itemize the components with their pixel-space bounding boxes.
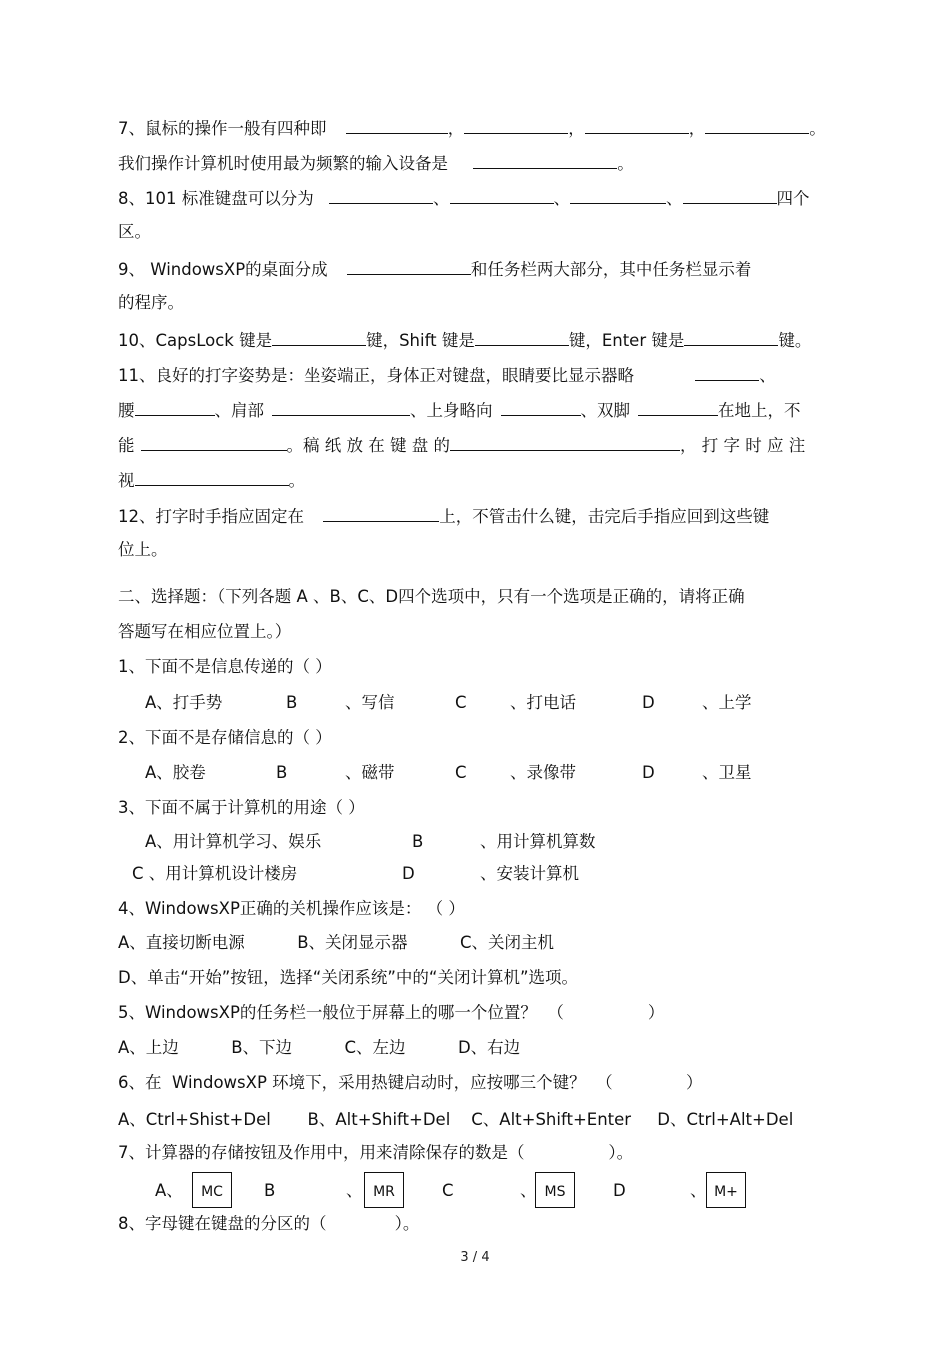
c5-options bbox=[118, 1036, 520, 1060]
q9-line2 bbox=[118, 291, 184, 315]
c1-q: 1、下面不是信息传递的（ ） bbox=[118, 657, 332, 676]
c3-option-d: D bbox=[402, 864, 415, 883]
c7-key-mc bbox=[192, 1172, 232, 1208]
section2-title bbox=[118, 585, 745, 609]
q8-text2: 区。 bbox=[118, 222, 151, 241]
page-number: 3 / 4 bbox=[460, 1250, 490, 1265]
end: 。 bbox=[617, 154, 634, 173]
q11-line4 bbox=[118, 467, 305, 493]
c6-opts: A、Ctrl+Shist+Del B、Alt+Shift+Del C、Alt+Shift+Enter D、Ctrl+Alt+Del bbox=[118, 1110, 794, 1129]
c2-option-d: D bbox=[642, 763, 655, 782]
c8-question bbox=[118, 1212, 419, 1236]
c7-option-d-sep: 、 bbox=[690, 1181, 707, 1200]
sep: ， bbox=[447, 119, 465, 138]
c1-option-c: C bbox=[455, 693, 467, 712]
blank bbox=[638, 397, 718, 416]
key-mplus: M+ bbox=[706, 1172, 746, 1208]
q11-paper: 。稿 纸 放 在 键 盘 的 bbox=[286, 436, 450, 455]
c1-option-b: B bbox=[286, 693, 298, 712]
q12-line2 bbox=[118, 538, 168, 562]
q9-text: 9、 WindowsXP的桌面分成 bbox=[118, 260, 328, 279]
c3-option-c: C 、用计算机设计楼房 bbox=[132, 864, 298, 883]
q11-line3 bbox=[118, 432, 805, 458]
sep: 、 bbox=[666, 189, 683, 208]
c7-question bbox=[118, 1141, 633, 1165]
c7-option-b: B bbox=[264, 1181, 276, 1200]
q10-c: 键，Enter 键是 bbox=[568, 331, 685, 350]
sep: ， bbox=[568, 119, 585, 138]
c4-option-d bbox=[118, 966, 578, 990]
c1-option-d-text: 、上学 bbox=[702, 693, 752, 712]
blank bbox=[135, 397, 215, 416]
c7-q: 7、计算器的存储按钮及作用中，用来清除保存的数是（ ）。 bbox=[118, 1143, 634, 1162]
blank bbox=[323, 503, 439, 522]
q11-can: 能 bbox=[118, 436, 135, 455]
blank bbox=[141, 432, 287, 451]
c5-question bbox=[118, 1001, 664, 1025]
c2-question bbox=[118, 726, 332, 750]
q9-text2: 的程序。 bbox=[118, 293, 184, 312]
c2-option-d-text: 、卫星 bbox=[702, 763, 752, 782]
c7-option-c-sep: 、 bbox=[520, 1181, 537, 1200]
q11-line2 bbox=[118, 397, 801, 423]
c3-question bbox=[118, 796, 365, 820]
q7-text2: 我们操作计算机时使用最为频繁的输入设备是 bbox=[118, 154, 448, 173]
c4-question bbox=[118, 897, 465, 921]
key-mr: MR bbox=[364, 1172, 404, 1208]
q9-line1 bbox=[118, 256, 751, 282]
q10-b: 键，Shift 键是 bbox=[366, 331, 475, 350]
blank bbox=[695, 362, 759, 381]
blank bbox=[135, 467, 289, 486]
key-mc: MC bbox=[192, 1172, 232, 1208]
q11-shoulder: 、肩部 bbox=[214, 401, 264, 420]
c1-option-c-text: 、打电话 bbox=[510, 693, 576, 712]
q11-text: 11、良好的打字姿势是：坐姿端正，身体正对键盘，眼睛要比显示器略 bbox=[118, 366, 634, 385]
q11-ground: 在地上，不 bbox=[718, 401, 801, 420]
q10-d: 键。 bbox=[778, 331, 812, 350]
q11-body: 、上身略向 bbox=[410, 401, 493, 420]
c3-option-b-text: 、用计算机算数 bbox=[480, 832, 596, 851]
c1-option-b-text: 、写信 bbox=[345, 693, 395, 712]
blank bbox=[585, 115, 689, 134]
section2-title-text2: 答题写在相应位置上。） bbox=[118, 622, 292, 641]
c5-q: 5、WindowsXP的任务栏一般位于屏幕上的哪一个位置？ （ ） bbox=[118, 1003, 665, 1022]
c8-q: 8、字母键在键盘的分区的（ ）。 bbox=[118, 1214, 420, 1233]
sep: ， bbox=[688, 119, 706, 138]
blank bbox=[473, 150, 617, 169]
blank bbox=[329, 185, 433, 204]
c6-options bbox=[118, 1108, 793, 1132]
q11-line1 bbox=[118, 362, 776, 388]
q11-attention: ， 打 字 时 应 注 bbox=[679, 436, 806, 455]
c2-option-b-text: 、磁带 bbox=[345, 763, 395, 782]
blank bbox=[347, 256, 471, 275]
c4-q: 4、WindowsXP正确的关机操作应该是： （ ） bbox=[118, 899, 465, 918]
blank bbox=[570, 185, 666, 204]
q7-line2 bbox=[118, 150, 634, 176]
blank bbox=[501, 397, 581, 416]
q12-line1 bbox=[118, 503, 769, 529]
q11-look: 视 bbox=[118, 471, 135, 490]
q7-line1 bbox=[118, 115, 826, 141]
c7-key-mr bbox=[364, 1172, 404, 1208]
c2-q: 2、下面不是存储信息的（ ） bbox=[118, 728, 332, 747]
c4-opts: A、直接切断电源 B、关闭显示器 C、关闭主机 bbox=[118, 933, 555, 952]
c2-option-b: B bbox=[276, 763, 288, 782]
q7-text: 7、鼠标的操作一般有四种即 bbox=[118, 119, 327, 138]
c1-option-a: A、打手势 bbox=[145, 693, 223, 712]
blank bbox=[346, 115, 448, 134]
c3-q: 3、下面不属于计算机的用途（ ） bbox=[118, 798, 365, 817]
c3-option-b: B bbox=[412, 832, 424, 851]
blank bbox=[705, 115, 809, 134]
q8-line2 bbox=[118, 220, 151, 244]
c7-key-mplus bbox=[706, 1172, 746, 1208]
blank bbox=[450, 185, 554, 204]
blank bbox=[272, 327, 366, 346]
q11-feet: 、双脚 bbox=[580, 401, 630, 420]
c1-option-d: D bbox=[642, 693, 655, 712]
c6-question bbox=[118, 1071, 703, 1095]
q8-text: 8、101 标准键盘可以分为 bbox=[118, 189, 314, 208]
q11-waist: 腰 bbox=[118, 401, 135, 420]
c3-option-d-text: 、安装计算机 bbox=[480, 864, 579, 883]
sep: 、 bbox=[553, 189, 570, 208]
q12-text2: 位上。 bbox=[118, 540, 168, 559]
c7-option-c: C bbox=[442, 1181, 454, 1200]
blank bbox=[464, 115, 568, 134]
q12-text: 12、打字时手指应固定在 bbox=[118, 507, 304, 526]
q12-text-b: 上，不管击什么键，击完后手指应回到这些键 bbox=[439, 507, 770, 526]
c7-option-a: A、 bbox=[155, 1181, 183, 1200]
blank bbox=[683, 185, 777, 204]
blank bbox=[450, 432, 680, 451]
section2-title2 bbox=[118, 620, 291, 644]
c2-option-c: C bbox=[455, 763, 467, 782]
q9-mid: 和任务栏两大部分，其中任务栏显示着 bbox=[470, 260, 752, 279]
q8-line1 bbox=[118, 185, 810, 211]
sep: 、 bbox=[433, 189, 450, 208]
section2-title-text: 二、选择题：（下列各题 A 、B、C、D四个选项中，只有一个选项是正确的，请将正确 bbox=[118, 587, 745, 606]
c7-option-d: D bbox=[613, 1181, 626, 1200]
c6-q: 6、在 WindowsXP 环境下，采用热键启动时，应按哪三个键？ （ ） bbox=[118, 1073, 703, 1092]
c1-question bbox=[118, 655, 332, 679]
c2-option-c-text: 、录像带 bbox=[510, 763, 576, 782]
end: 、 bbox=[759, 366, 776, 385]
c7-option-b-sep: 、 bbox=[346, 1181, 363, 1200]
end: 。 bbox=[809, 119, 826, 138]
c4-options bbox=[118, 931, 554, 955]
c5-opts: A、上边 B、下边 C、左边 D、右边 bbox=[118, 1038, 521, 1057]
c3-option-a: A、用计算机学习、娱乐 bbox=[145, 832, 322, 851]
c7-key-ms bbox=[535, 1172, 575, 1208]
blank bbox=[475, 327, 569, 346]
end: 。 bbox=[288, 471, 305, 490]
end: 四个 bbox=[776, 189, 810, 208]
key-ms: MS bbox=[535, 1172, 575, 1208]
q10-a: 10、CapsLock 键是 bbox=[118, 331, 273, 350]
c4-d: D、单击“开始”按钮，选择“关闭系统”中的“关闭计算机”选项。 bbox=[118, 968, 578, 987]
blank bbox=[684, 327, 778, 346]
c2-option-a: A、胶卷 bbox=[145, 763, 206, 782]
q10-line bbox=[118, 327, 811, 353]
blank bbox=[272, 397, 410, 416]
